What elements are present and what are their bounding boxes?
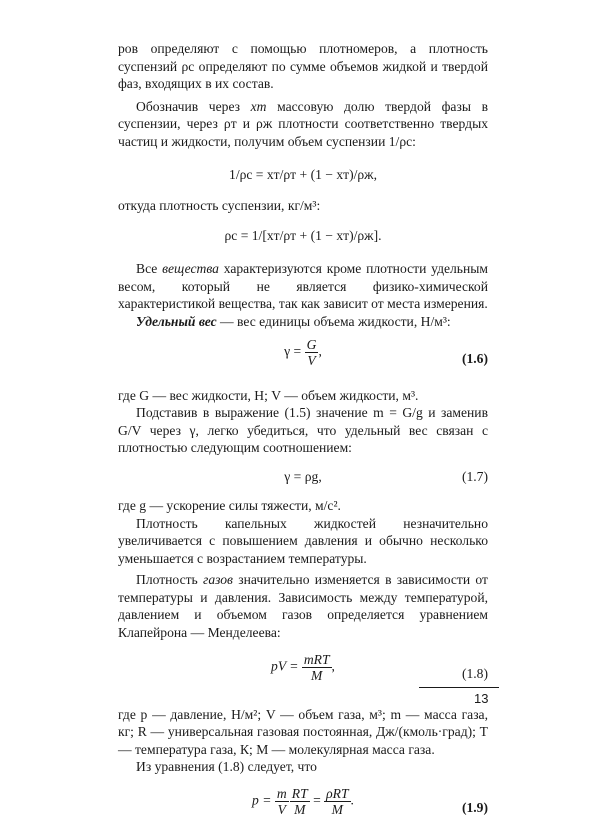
equation-tail: , [331,658,335,674]
paragraph: откуда плотность суспензии, кг/м³: [118,197,321,213]
numerator: G [306,336,317,352]
fraction [275,786,289,817]
equation-number: (1.9) [461,800,488,816]
page-body [118,40,488,830]
fraction [302,652,332,683]
paragraph: где p — давление, Н/м²; V — объем газа, м³; m — масса газа, кг; R — универсальная газовая постоянная, Дж/(кмоль·град); T — температура газа, К; M — молекулярная масса газа. [118,706,488,757]
paragraph: Плотность капельных жидкостей незначительно увеличивается с повышением давления и обычно несколько уменьшается с возрастанием температуры. [118,515,488,566]
page-number: 13 [474,691,489,706]
term-substances: вещества [162,261,219,277]
variable-xt: xт [250,98,267,114]
equation-1-7 [118,465,488,489]
term-gases: газов [203,572,233,588]
paragraph [118,313,488,331]
text-fragment: Все [136,261,163,277]
equation-number: (1.6) [461,350,488,366]
equation-suspension-volume [118,163,488,187]
paragraph: где G — вес жидкости, Н; V — объем жидкости, м³. [118,387,419,403]
equation-number: (1.8) [461,665,488,681]
paragraph: где g — ускорение силы тяжести, м/с². [118,497,341,513]
paragraph: Из уравнения (1.8) следует, что [136,759,317,775]
paragraph [118,260,488,313]
equation-tail: , [318,343,322,359]
equation-1-8 [118,652,488,696]
numerator: m [276,786,287,802]
paragraph: ров определяют с помощью плотномеров, а плотность суспензий ρс определяют по сумме объемов жидкой и твердой фаз, входящих в их состав. [118,41,488,92]
text-fragment: характеризуются кроме плотности удельным весом, который не является физико-химической характеристикой вещества, так как зависит от места измерения. [118,261,489,312]
equation-lhs: pV = [271,658,302,674]
denominator: V [307,352,316,368]
numerator: mRT [303,651,330,667]
equation-text: γ = ρg, [284,468,322,484]
paragraph: Подставив в выражение (1.5) значение m = G/g и заменив G/V через γ, легко убедиться, что удельный вес связан с плотностью следующим соотношением: [118,405,488,456]
text-fragment: значительно изменяется в зависимости от температуры и давления. Зависимость между температурой, давлением и объемом газов определяется уравнением Клапейрона — Менделеева: [118,572,488,641]
text-fragment: массовую долю твердой фазы в суспензии, через ρт и ρж плотности соответственно твердых частиц и жидкости, получим объем суспензии 1/ρс: [118,98,488,149]
paragraph [118,98,488,151]
equation-lhs: p = [252,792,275,808]
equation-suspension-density [118,224,488,248]
text-fragment: Обозначив через [136,98,251,114]
fraction [324,786,350,817]
equation-1-9 [118,786,488,830]
term-specific-weight: Удельный вес [136,313,217,329]
equation-1-6 [118,337,488,381]
denominator: V [277,802,286,818]
equation-number: (1.7) [461,468,488,484]
denominator: M [311,667,323,683]
text-fragment: — вес единицы объема жидкости, Н/м³: [216,313,451,329]
fraction [305,336,322,368]
equation-text: 1/ρс = xт/ρт + (1 − xт)/ρж, [229,166,377,182]
numerator: RT [291,786,308,802]
paragraph [118,571,488,641]
equation-lhs: γ = [284,343,305,359]
text-fragment: Плотность [136,572,204,588]
fraction [290,786,310,817]
equation-text: ρс = 1/[xт/ρт + (1 − xт)/ρж]. [224,228,382,244]
equation-equals: = [309,792,325,808]
denominator: M [294,802,306,818]
denominator: M [331,802,343,818]
numerator: ρRT [326,786,349,802]
equation-tail: . [350,792,354,808]
footer-rule [419,687,499,688]
